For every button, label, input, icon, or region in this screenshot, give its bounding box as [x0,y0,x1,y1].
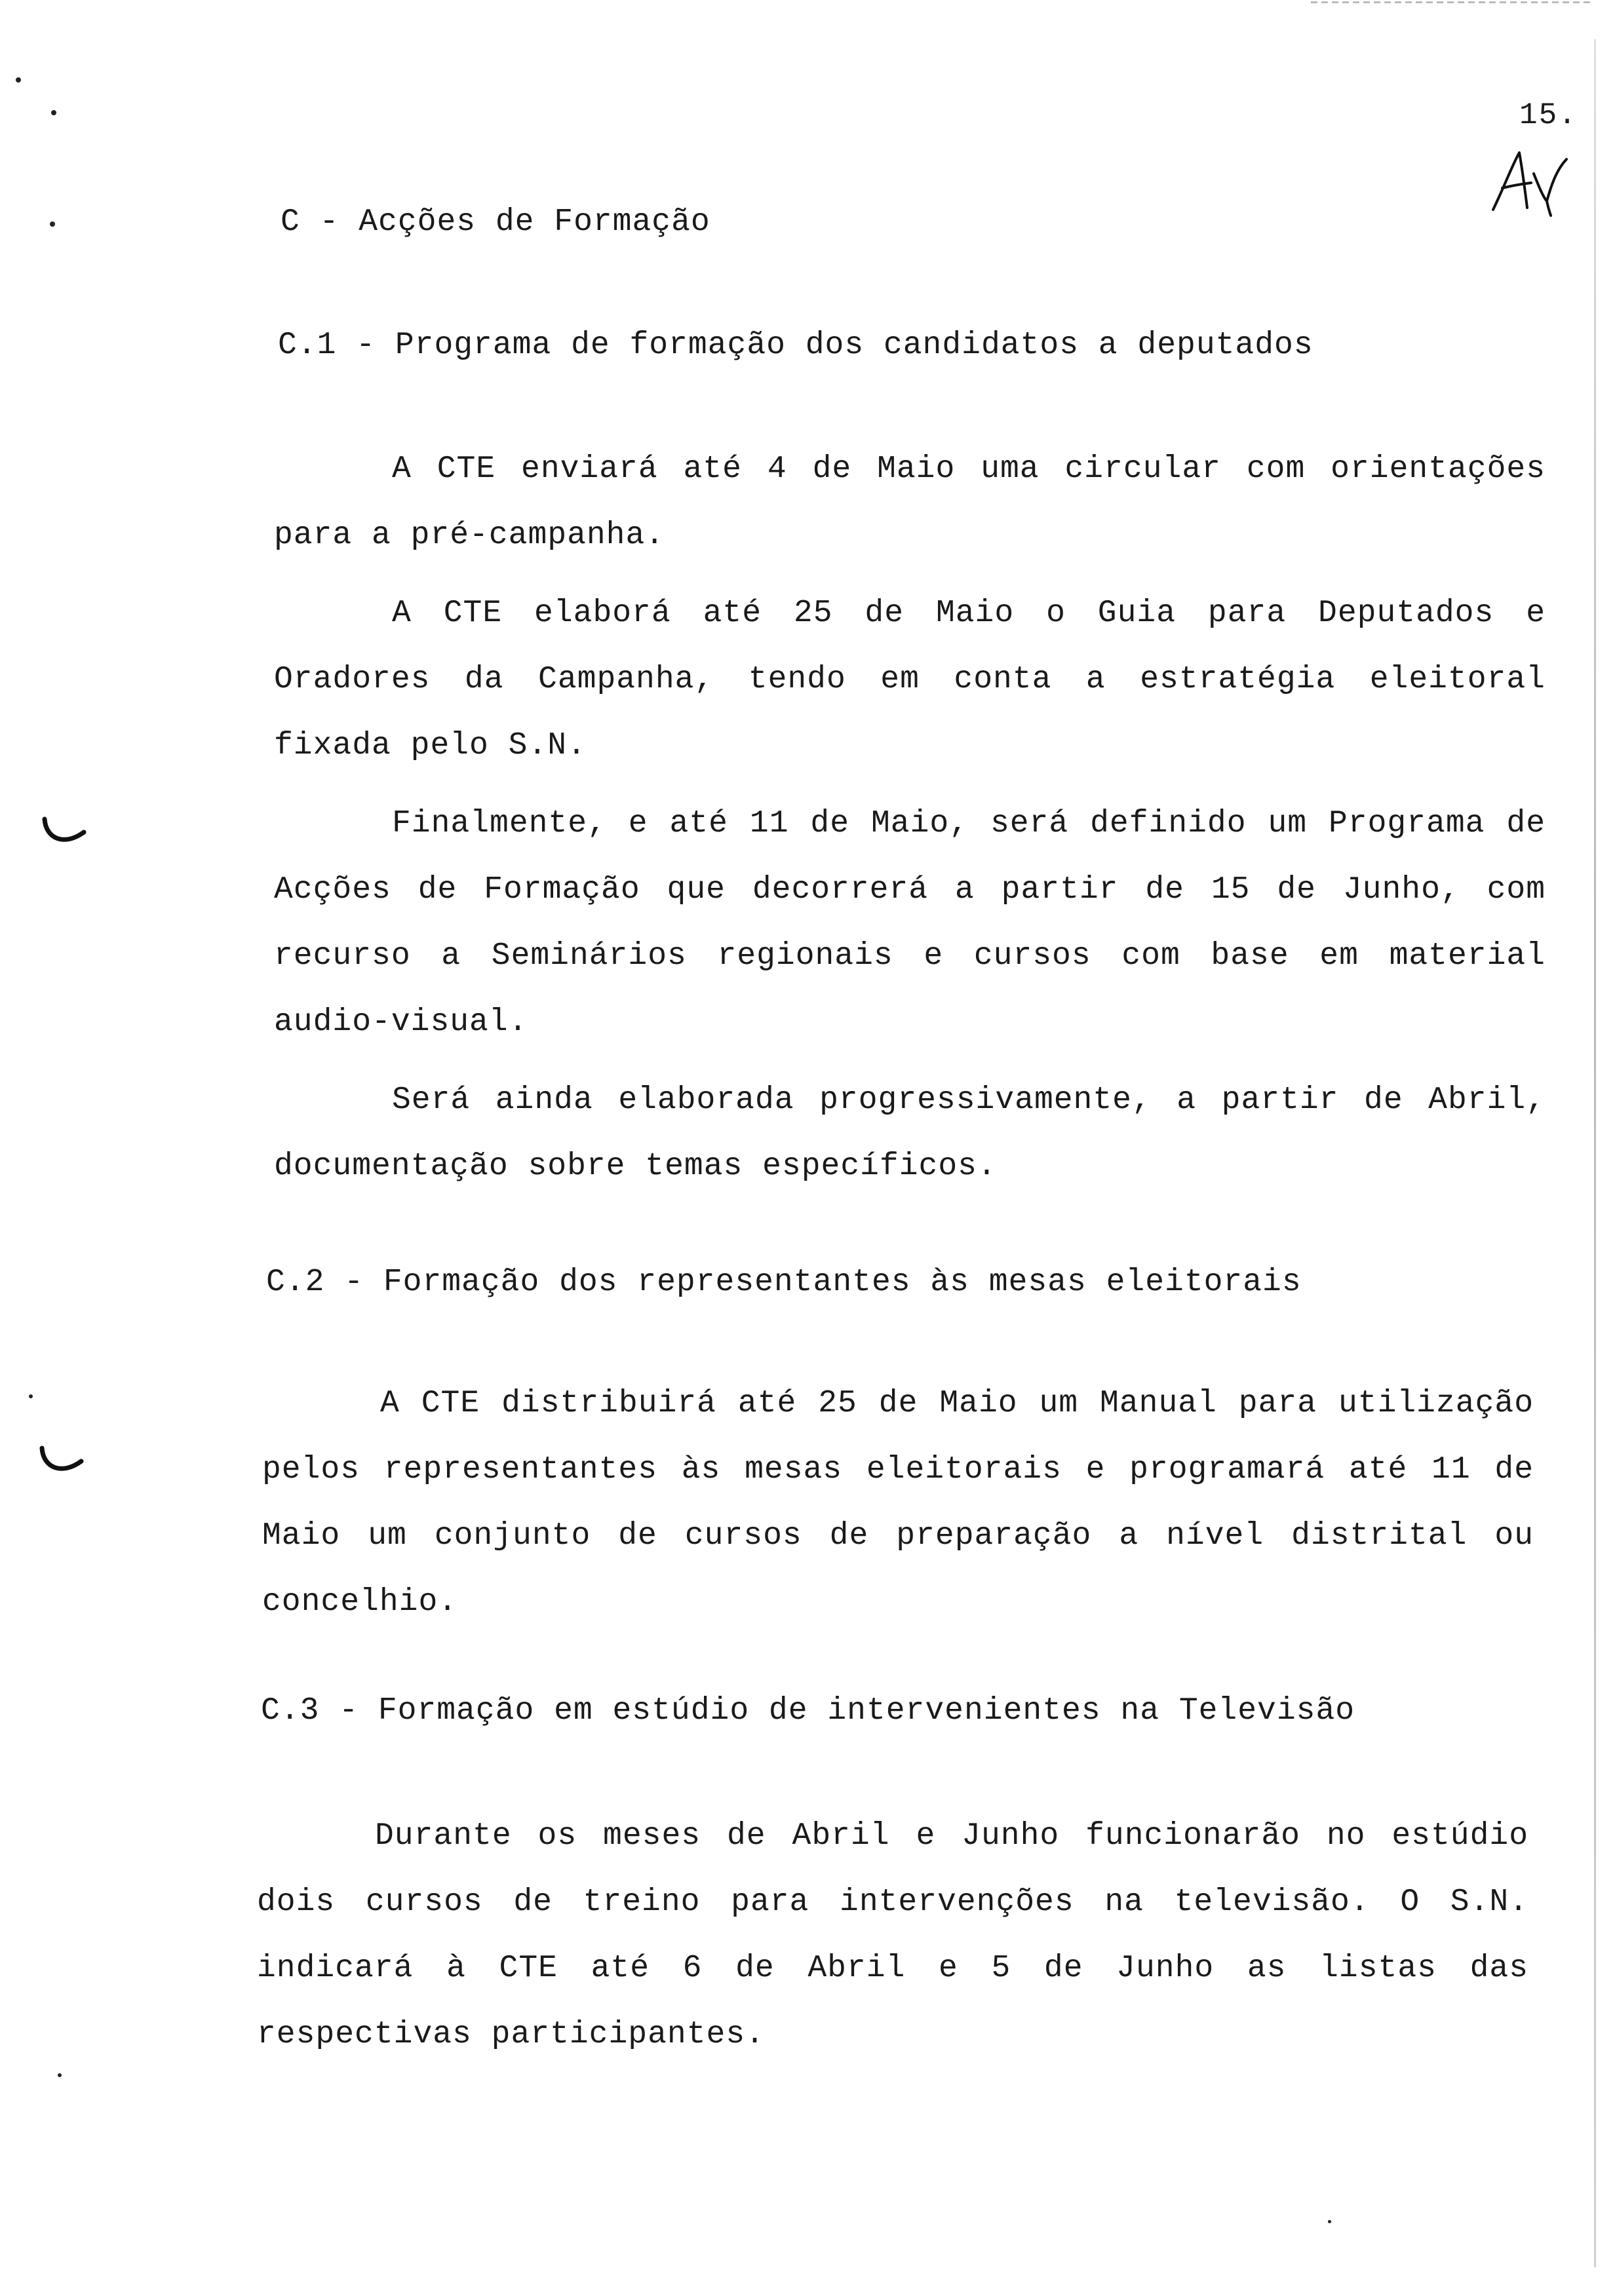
section-heading-c1: C.1 - Programa de formação dos candidatos a deputados [278,328,1313,363]
paragraph: A CTE distribuirá até 25 de Maio um Manual para utilização pelos representantes às mesas eleitorais e programará até 11 de Maio um conjunto de cursos de preparação a nível distrital ou concelhio. [262,1386,1534,1620]
paragraph: A CTE enviará até 4 de Maio uma circular com orientações para a pré-campanha. [274,451,1546,553]
punch-hole-mark [35,1442,88,1481]
paragraph: Finalmente, e até 11 de Maio, será definido um Programa de Acções de Formação que decorrerá a partir de 15 de Junho, com recurso a Seminários regionais e cursos com base em material audio-visual. [274,806,1546,1040]
section-heading-c3: C.3 - Formação em estúdio de intervenientes na Televisão [261,1693,1355,1729]
paragraph: Durante os meses de Abril e Junho funcionarão no estúdio dois cursos de treino para intervenções na televisão. O S.N. indicará à CTE até 6 de Abril e 5 de Junho as listas das respectivas participantes. [257,1818,1528,2052]
section-c2-body [262,1371,1534,1636]
section-heading-c2: C.2 - Formação dos representantes às mesas eleitorais [266,1265,1302,1300]
page-number: 15. [1519,98,1578,132]
scan-speck [1328,2220,1331,2223]
scan-speck [16,77,21,83]
paragraph: A CTE elaborá até 25 de Maio o Guia para Deputados e Oradores da Campanha, tendo em conta a estratégia eleitoral fixada pelo S.N. [274,596,1546,763]
punch-hole-mark [38,813,90,852]
scan-edge-right [1594,39,1596,2267]
scan-speck [51,110,56,115]
scan-speck [29,1394,33,1398]
section-heading-c: C - Acções de Formação [281,204,710,240]
section-c1-body [274,436,1546,1200]
section-c3-body [257,1803,1528,2068]
scan-edge-top [1311,1,1593,3]
paragraph: Será ainda elaborada progressivamente, a partir de Abril, documentação sobre temas específicos. [274,1082,1546,1184]
scan-speck [50,221,55,227]
handwritten-initials [1488,147,1573,220]
scan-speck [58,2073,62,2077]
